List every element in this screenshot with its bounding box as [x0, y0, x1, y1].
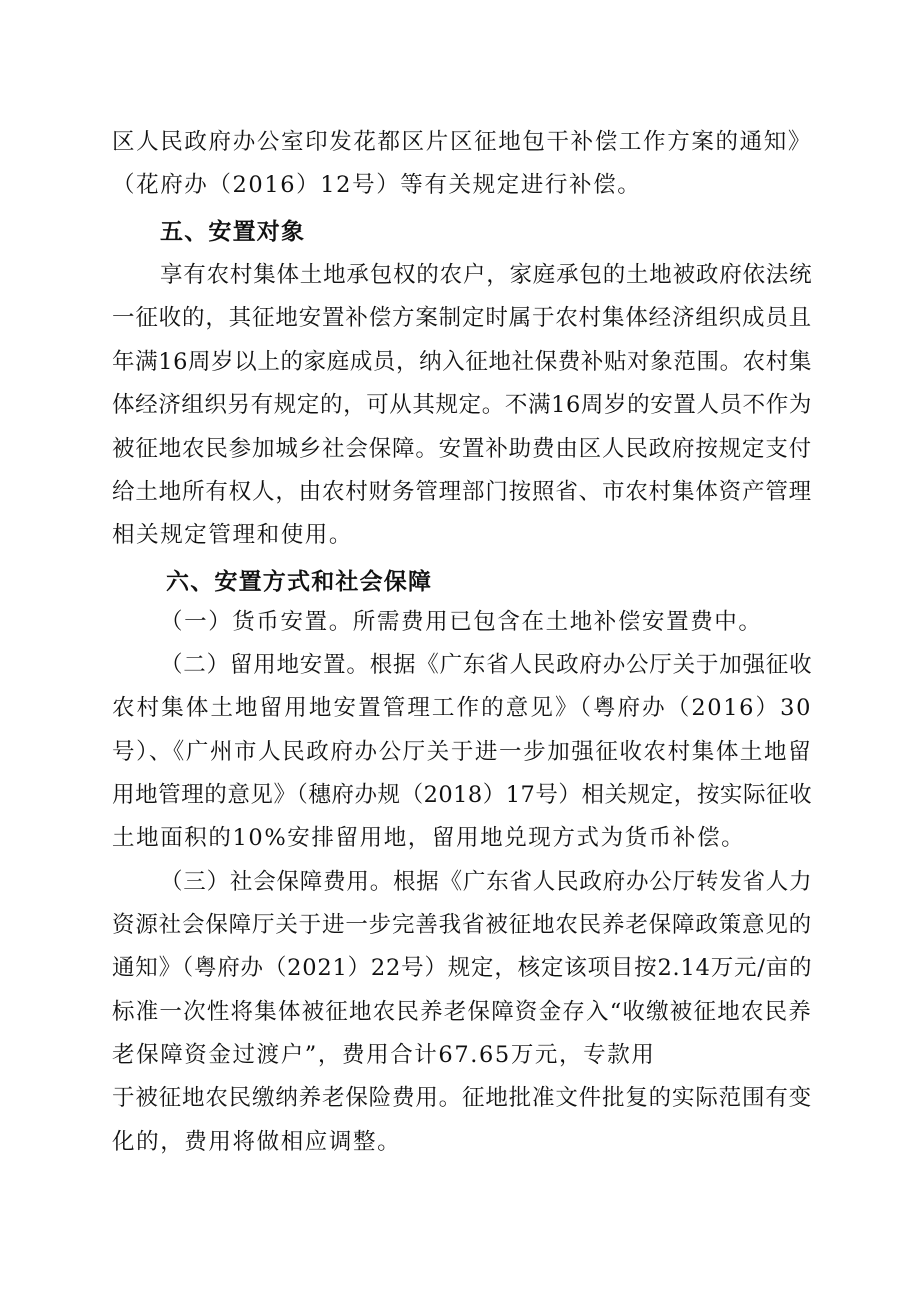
intro-line-2: （花府办（2016）12号）等有关规定进行补偿。 [112, 172, 642, 198]
section-5-line-5: 被征地农民参加城乡社会保障。安置补助费由区人民政府按规定支付 [112, 436, 812, 462]
section-5-line-6: 给土地所有权人，由农村财务管理部门按照省、市农村集体资产管理 [112, 479, 812, 505]
item-2-line-5: 土地面积的10%安排留用地，留用地兑现方式为货币补偿。 [112, 825, 746, 851]
intro-line-1: 区人民政府办公室印发花都区片区征地包干补偿工作方案的通知》 [112, 129, 812, 155]
section-5-heading: 五、安置对象 [160, 219, 306, 245]
section-5-line-2: 一征收的，其征地安置补偿方案制定时属于农村集体经济组织成员且 [112, 305, 812, 331]
item-3-line-7: 化的，费用将做相应调整。 [112, 1129, 402, 1155]
section-5-line-7: 相关规定管理和使用。 [112, 522, 354, 548]
section-5-line-3: 年满16周岁以上的家庭成员，纳入征地社保费补贴对象范围。农村集 [112, 349, 812, 375]
item-2-line-1: （二）留用地安置。根据《广东省人民政府办公厅关于加强征收 [160, 652, 813, 678]
item-3-line-4: 标准一次性将集体被征地农民养老保障资金存入“收缴被征地农民养 [112, 999, 813, 1025]
item-1-line-1: （一）货币安置。所需费用已包含在土地补偿安置费中。 [160, 609, 763, 635]
item-3-line-3: 通知》（粤府办（2021）22号）规定，核定该项目按2.14万元/亩的 [112, 955, 813, 981]
item-2-line-3: 号）、《广州市人民政府办公厅关于进一步加强征收农村集体土地留 [112, 739, 812, 765]
item-3-line-1: （三）社会保障费用。根据《广东省人民政府办公厅转发省人力 [160, 869, 813, 895]
item-3-line-6: 于被征地农民缴纳养老保险费用。征地批准文件批复的实际范围有变 [112, 1085, 812, 1111]
item-3-line-5: 老保障资金过渡户”，费用合计67.65万元，专款用 [112, 1042, 656, 1068]
item-2-line-2: 农村集体土地留用地安置管理工作的意见》（粤府办（2016）30 [112, 695, 812, 721]
item-3-line-2: 资源社会保障厅关于进一步完善我省被征地农民养老保障政策意见的 [112, 912, 812, 938]
section-6-heading: 六、安置方式和社会保障 [166, 569, 433, 595]
section-5-line-1: 享有农村集体土地承包权的农户，家庭承包的土地被政府依法统 [160, 262, 813, 288]
item-2-line-4: 用地管理的意见》（穗府办规（2018）17号）相关规定，按实际征收 [112, 782, 812, 808]
section-5-line-4: 体经济组织另有规定的，可从其规定。不满16周岁的安置人员不作为 [112, 392, 812, 418]
